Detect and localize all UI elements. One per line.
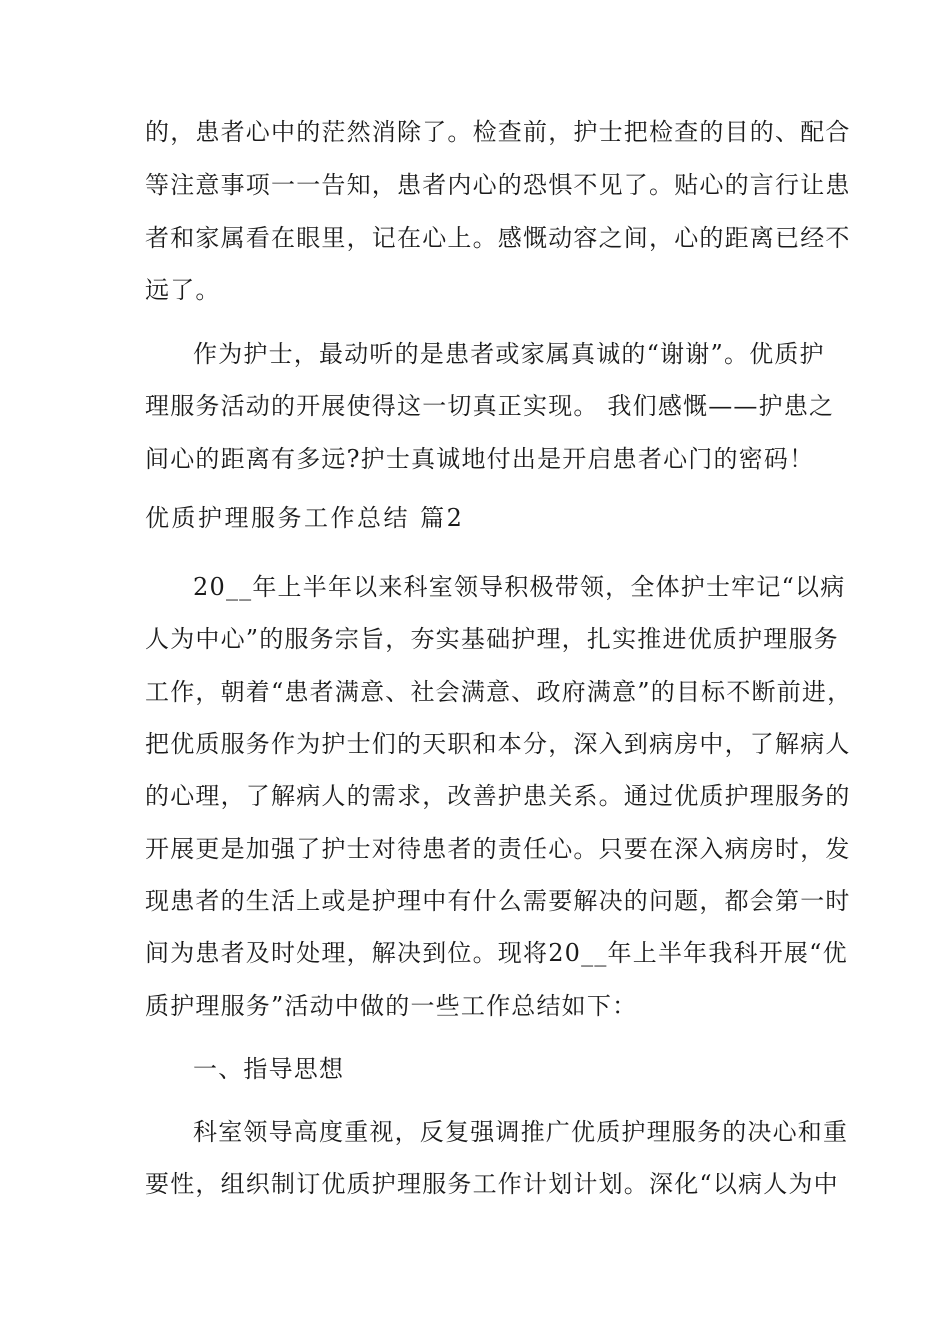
- paragraph-4-line-2: 要性，组织制订优质护理服务工作计划计划。深化“以病人为中: [145, 1170, 839, 1198]
- section-heading: 优质护理服务工作总结 篇2: [145, 504, 465, 532]
- paragraph-4-line-1: 科室领导高度重视，反复强调推广优质护理服务的决心和重: [193, 1118, 849, 1146]
- paragraph-3-line-6: 开展更是加强了护士对待患者的责任心。只要在深入病房时，发: [145, 835, 851, 863]
- sub-heading: 一、指导思想: [193, 1055, 345, 1083]
- paragraph-2-line-3: 间心的距离有多远?护士真诚地付出是开启患者心门的密码！: [145, 445, 815, 473]
- paragraph-2-line-2: 理服务活动的开展使得这一切真正实现。 我们感慨——护患之: [145, 392, 835, 420]
- paragraph-3-line-3: 工作，朝着“患者满意、社会满意、政府满意”的目标不断前进，: [145, 678, 853, 706]
- paragraph-3-line-2: 人为中心”的服务宗旨，夯实基础护理，扎实推进优质护理服务: [145, 625, 839, 653]
- paragraph-3-line-8: 间为患者及时处理，解决到位。现将20__年上半年我科开展“优: [145, 939, 848, 967]
- paragraph-3-line-7: 现患者的生活上或是护理中有什么需要解决的问题，都会第一时: [145, 887, 851, 915]
- paragraph-3-line-5: 的心理，了解病人的需求，改善护患关系。通过优质护理服务的: [145, 782, 851, 810]
- paragraph-3-line-4: 把优质服务作为护士们的天职和本分，深入到病房中，了解病人: [145, 730, 851, 758]
- paragraph-1-line-3: 者和家属看在眼里，记在心上。感慨动容之间，心的距离已经不: [145, 224, 851, 252]
- paragraph-3-line-1: 20__年上半年以来科室领导积极带领，全体护士牢记“以病: [193, 573, 846, 601]
- paragraph-1-line-4: 远了。: [145, 276, 221, 304]
- paragraph-1-line-1: 的，患者心中的茫然消除了。检查前，护士把检查的目的、配合: [145, 118, 851, 146]
- paragraph-2-line-1: 作为护士，最动听的是患者或家属真诚的“谢谢”。优质护: [193, 340, 825, 368]
- paragraph-1-line-2: 等注意事项一一告知，患者内心的恐惧不见了。贴心的言行让患: [145, 171, 851, 199]
- paragraph-3-line-9: 质护理服务”活动中做的一些工作总结如下：: [145, 992, 638, 1020]
